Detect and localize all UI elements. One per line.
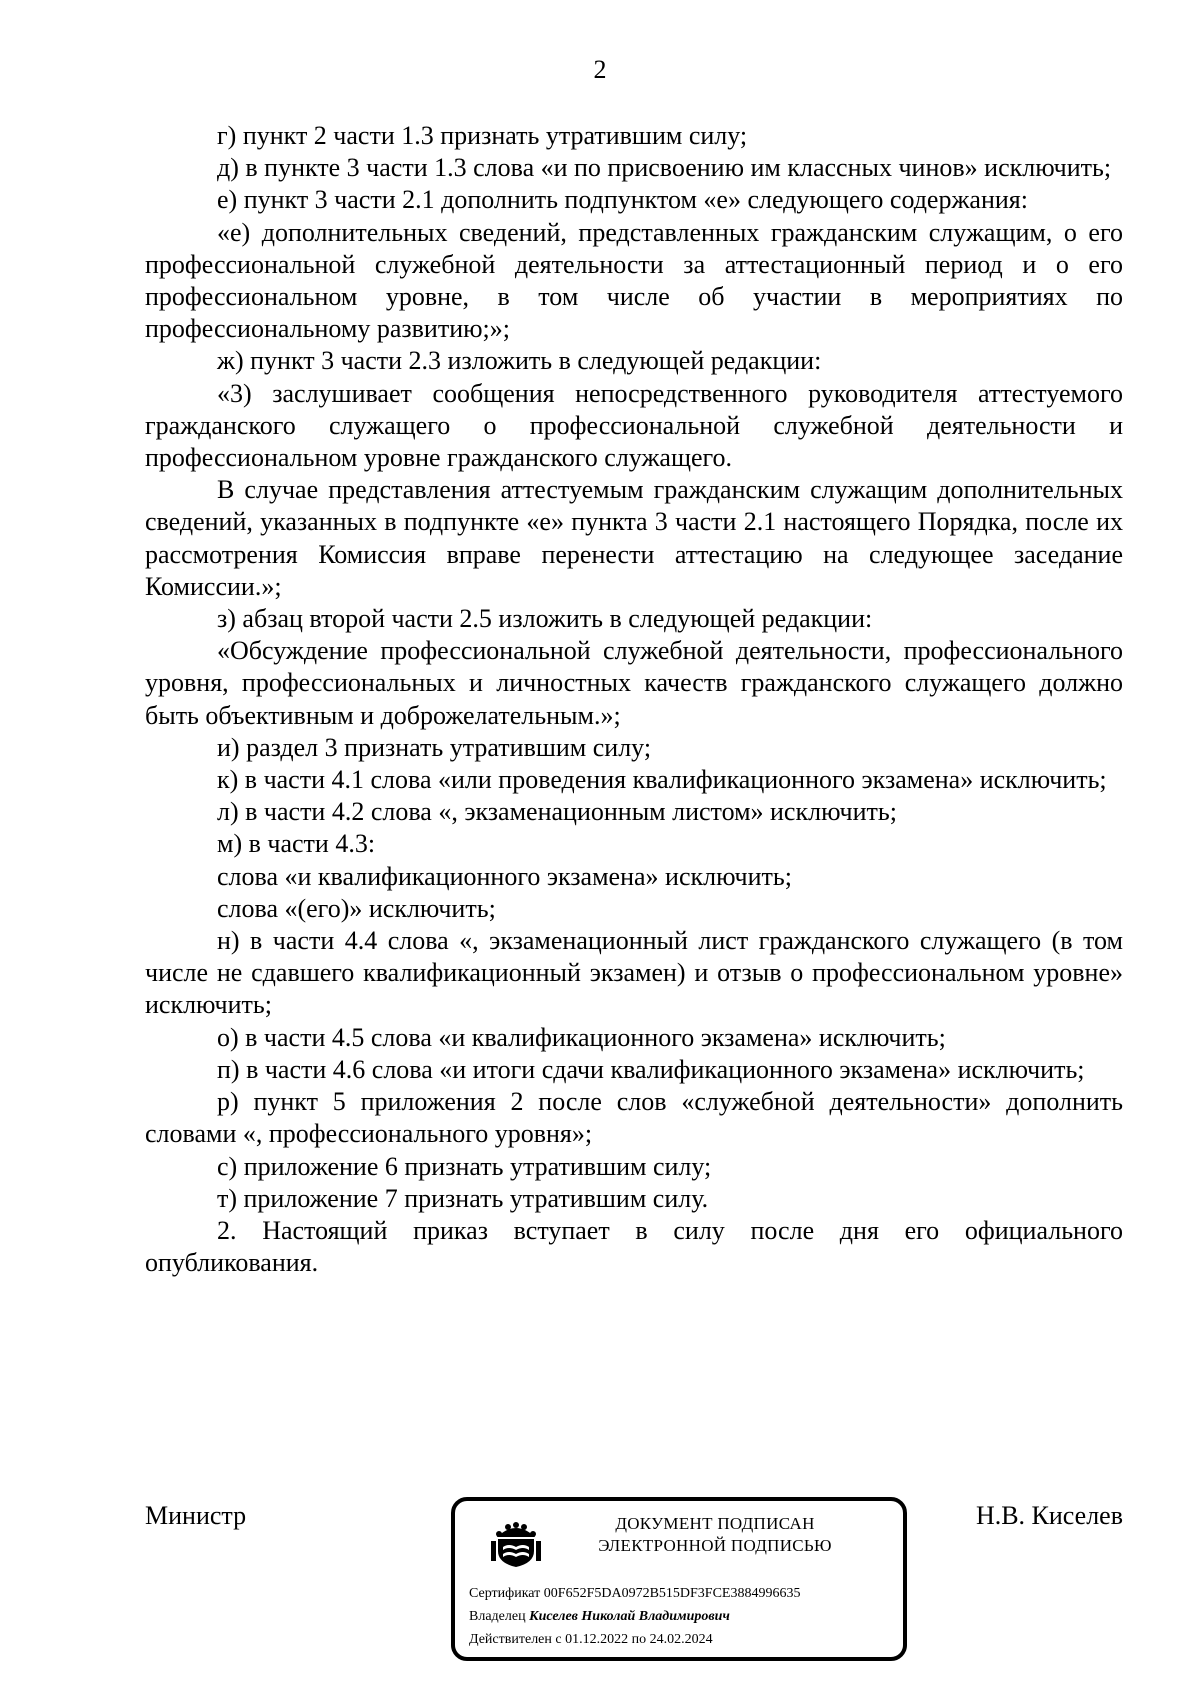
- owner-line: [469, 1608, 730, 1626]
- paragraph: о) в части 4.5 слова «и квалификационного экзамена» исключить;: [217, 1022, 946, 1052]
- validity-to-label: по: [631, 1632, 647, 1647]
- paragraph: и) раздел 3 признать утратившим силу;: [217, 732, 652, 762]
- paragraph: з) абзац второй части 2.5 изложить в следующей редакции:: [217, 604, 873, 634]
- owner-label: Владелец: [469, 1609, 526, 1624]
- electronic-signature-stamp: [451, 1497, 907, 1661]
- paragraph: п) в части 4.6 слова «и итоги сдачи квалификационного экзамена» исключить;: [217, 1054, 1085, 1084]
- paragraph: е) пункт 3 части 2.1 дополнить подпунктом «е» следующего содержания:: [217, 185, 1028, 215]
- validity-label: Действителен с: [469, 1632, 562, 1647]
- paragraph: г) пункт 2 части 1.3 признать утратившим силу;: [217, 121, 748, 150]
- paragraph: н) в части 4.4 слова «, экзаменационный лист гражданского служащего (в том числе не сдавшего квалификационный экзамен) и отзыв о профессиональном уровне» исключить;: [145, 926, 1123, 1020]
- stamp-heading-line: ДОКУМЕНТ ПОДПИСАН: [615, 1514, 815, 1533]
- signer-name: Н.В. Киселев: [975, 1501, 1123, 1530]
- paragraph: м) в части 4.3:: [217, 829, 376, 859]
- signer-title: Министр: [145, 1501, 247, 1530]
- paragraph: 2. Настоящий приказ вступает в силу после дня его официального опубликования.: [145, 1215, 1123, 1278]
- stamp-heading: [565, 1513, 865, 1557]
- owner-value: Киселев Николай Владимирович: [529, 1609, 730, 1624]
- paragraph: ж) пункт 3 части 2.3 изложить в следующей редакции:: [217, 346, 822, 376]
- coat-of-arms-icon: [489, 1517, 543, 1569]
- validity-line: [469, 1631, 713, 1649]
- certificate-value: 00F652F5DA0972B515DF3FCE3884996635: [543, 1586, 801, 1601]
- paragraph: к) в части 4.1 слова «или проведения квалификационного экзамена» исключить;: [217, 765, 1107, 795]
- validity-to: 24.02.2024: [649, 1632, 713, 1647]
- paragraph: с) приложение 6 признать утратившим силу;: [217, 1151, 712, 1181]
- validity-from: 01.12.2022: [565, 1632, 629, 1647]
- paragraph: «3) заслушивает сообщения непосредственного руководителя аттестуемого гражданского служащего о профессиональной служебной деятельности и профессиональном уровне гражданского служащего.: [145, 378, 1123, 473]
- paragraph: «Обсуждение профессиональной служебной деятельности, профессионального уровня, профессиональных и личностных качеств гражданского служащего должно быть объективным и доброжелательным.»;: [145, 636, 1123, 730]
- paragraph: «е) дополнительных сведений, представленных гражданским служащим, о его профессиональной служебной деятельности за аттестационный период и о его профессиональном уровне, в том числе об участии в мероприятиях по профессиональному развитию;»;: [145, 217, 1123, 344]
- page-number: 2: [593, 55, 607, 84]
- paragraph: слова «(его)» исключить;: [217, 893, 496, 923]
- paragraph: д) в пункте 3 части 1.3 слова «и по присвоению им классных чинов» исключить;: [217, 153, 1112, 183]
- paragraph: р) пункт 5 приложения 2 после слов «служебной деятельности» дополнить словами «, профессионального уровня»;: [145, 1087, 1123, 1149]
- certificate-label: Сертификат: [469, 1586, 541, 1601]
- paragraph: В случае представления аттестуемым гражданским служащим дополнительных сведений, указанных в подпункте «е» пункта 3 части 2.1 настоящего Порядка, после их рассмотрения Комиссия вправе перенести аттестацию на следующее заседание Комиссии.»;: [145, 475, 1123, 601]
- certificate-line: [469, 1585, 800, 1603]
- document-body: [145, 120, 1123, 1279]
- paragraph: т) приложение 7 признать утратившим силу.: [217, 1183, 709, 1213]
- paragraph: л) в части 4.2 слова «, экзаменационным листом» исключить;: [217, 797, 897, 827]
- stamp-heading-line: ЭЛЕКТРОННОЙ ПОДПИСЬЮ: [598, 1536, 832, 1555]
- paragraph: слова «и квалификационного экзамена» исключить;: [217, 861, 792, 891]
